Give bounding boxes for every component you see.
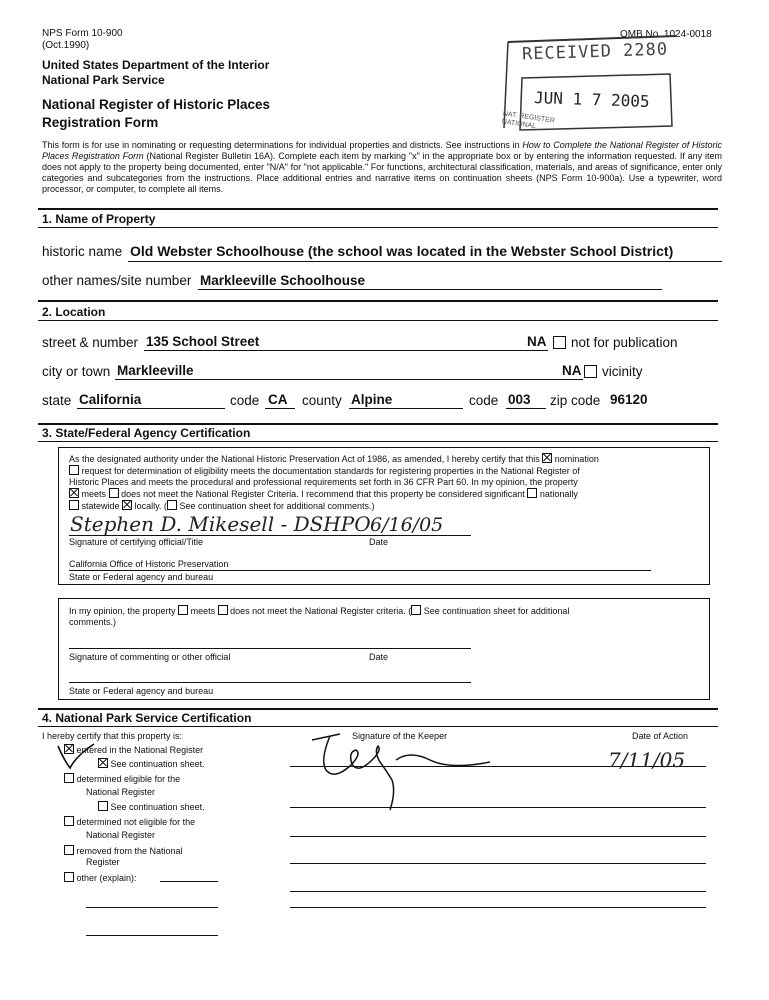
historic-name-label: historic name	[42, 244, 123, 259]
underline	[77, 408, 225, 409]
stamp-footer: NAT. REGISTER NATIONAL	[501, 110, 556, 131]
county-code-value[interactable]: 003	[508, 392, 531, 407]
request-checkbox[interactable]	[69, 465, 79, 475]
not-eligible-option: determined not eligible for the	[64, 816, 195, 828]
locally-checkbox[interactable]	[122, 500, 132, 510]
section-rule	[38, 708, 718, 710]
section-4-heading: 4. National Park Service Certification	[42, 711, 252, 725]
underline	[506, 408, 546, 409]
instructions: This form is for use in nominating or requesting determinations for individual properties and districts. See instructions in How to Complete the National Register of Historic Places Registration Form (National Register Bulletin 16A). Complete each item by marking "x" in the appropriate box or by entering the information requested. If any item does not apply to the property being documented, enter "N/A" for "not applicable." For functions, architectural classification, materials, and areas of significance, enter only categories and subcategories from the instructions. Place additional entries and narrative items on continuation sheets (NPS Form 10-900a). Use a typewriter, word processor, or computer, to complete all items.	[42, 140, 722, 194]
service: National Park Service	[42, 73, 165, 87]
state-label: state	[42, 393, 72, 408]
omb-number: OMB No. 1024-0018	[620, 29, 712, 40]
section-rule	[38, 227, 718, 228]
entered-option: entered in the National Register	[64, 744, 203, 756]
section-3-heading: 3. State/Federal Agency Certification	[42, 426, 251, 440]
underline	[290, 891, 706, 892]
keeper-signature-text	[316, 760, 324, 761]
section-rule	[38, 423, 718, 425]
opinion-text: In my opinion, the property meets does not meet the National Register criteria. ( See continuation sheet for additional comments.)	[69, 606, 570, 627]
form-title: National Register of Historic Places	[42, 97, 271, 112]
opinion-not-meet-checkbox[interactable]	[218, 605, 228, 615]
form-number: NPS Form 10-900	[42, 28, 123, 39]
certify-text: I hereby certify that this property is:	[42, 731, 183, 741]
see-continuation-1: See continuation sheet.	[98, 758, 205, 770]
date-label: Date	[369, 537, 389, 547]
underline	[160, 881, 218, 882]
stamp-received-text: RECEIVED 2280	[521, 39, 669, 65]
does-not-meet-checkbox[interactable]	[109, 488, 119, 498]
zip-value[interactable]: 96120	[610, 392, 648, 407]
other-checkbox[interactable]	[64, 872, 74, 882]
city-label: city or town	[42, 364, 111, 379]
certification-text: As the designated authority under the National Historic Preservation Act of 1986, as amended, I hereby certify that this nomination request for determination of eligibility meets the documentation standards for registering properties in the National Register of Historic Places and meets the procedural and professional requirements set forth in 36 CFR Part 60. In my opinion, the property meets does not meet the National Register Criteria. I recommend that this property be considered significant nationally statewide locally. ( See continuation sheet for additional comments.)	[69, 454, 599, 511]
not-eligible-line2: National Register	[86, 830, 156, 840]
received-stamp	[500, 28, 680, 138]
na-vicinity: NA	[562, 363, 582, 378]
street-label: street & number	[42, 335, 139, 350]
county-code-label: code	[469, 393, 499, 408]
underline	[69, 570, 651, 571]
other-names-label: other names/site number	[42, 273, 192, 288]
opinion-meets-checkbox[interactable]	[178, 605, 188, 615]
not-for-publication-label: not for publication	[571, 335, 678, 350]
form-date: (Oct.1990)	[42, 40, 90, 51]
underline	[86, 935, 218, 936]
removed-option: removed from the National	[64, 845, 183, 857]
underline	[69, 682, 471, 683]
code-label: code	[230, 393, 260, 408]
section-rule	[38, 320, 718, 321]
other-option: other (explain):	[64, 872, 137, 884]
checkmark-icon	[54, 738, 114, 774]
keeper-signature-icon	[300, 730, 500, 816]
determined-eligible-line2: National Register	[86, 787, 156, 797]
section-rule	[38, 208, 718, 210]
historic-name-value[interactable]: Old Webster Schoolhouse (the school was located in the Webster School District)	[130, 243, 674, 259]
state-value[interactable]: California	[79, 392, 142, 407]
determined-eligible-option: determined eligible for the	[64, 773, 180, 785]
agency-value[interactable]: California Office of Historic Preservation	[69, 559, 229, 569]
underline	[290, 836, 706, 837]
underline	[115, 379, 583, 380]
not-for-publication-checkbox[interactable]	[553, 336, 566, 349]
commenting-agency-label: State or Federal agency and bureau	[69, 686, 214, 696]
underline	[290, 863, 706, 864]
meets-checkbox[interactable]	[69, 488, 79, 498]
county-label: county	[302, 393, 342, 408]
underline	[290, 907, 706, 908]
certifying-signature: Stephen D. Mikesell - DSHPO	[70, 512, 371, 536]
signature-label: Signature of certifying official/Title	[69, 537, 204, 547]
see-continuation-2: See continuation sheet.	[98, 801, 205, 813]
agency-label: State or Federal agency and bureau	[69, 572, 214, 582]
section-2-heading: 2. Location	[42, 305, 106, 319]
na-not-for-publication: NA	[527, 334, 547, 349]
section-rule	[38, 441, 718, 442]
underline	[265, 408, 295, 409]
underline	[69, 535, 471, 536]
stamp-date: JUN 1 7 2005	[533, 87, 650, 112]
action-date: 7/11/05	[608, 748, 686, 772]
continuation-sheet-checkbox[interactable]	[167, 500, 177, 510]
determined-eligible-checkbox[interactable]	[64, 773, 74, 783]
nationally-checkbox[interactable]	[527, 488, 537, 498]
section-rule	[38, 726, 718, 727]
underline	[198, 289, 662, 290]
vicinity-checkbox[interactable]	[584, 365, 597, 378]
vicinity-label: vicinity	[602, 364, 643, 379]
commenting-signature-label: Signature of commenting or other official	[69, 652, 231, 662]
date-of-action-label: Date of Action	[632, 731, 689, 741]
underline	[144, 350, 548, 351]
opinion-continuation-checkbox[interactable]	[411, 605, 421, 615]
section-rule	[38, 300, 718, 302]
removed-line2: Register	[86, 857, 120, 867]
form-subtitle: Registration Form	[42, 115, 159, 130]
state-code-value[interactable]: CA	[268, 392, 288, 407]
nomination-checkbox[interactable]	[542, 453, 552, 463]
street-value[interactable]: 135 School Street	[146, 334, 260, 349]
commenting-date-label: Date	[369, 652, 389, 662]
removed-checkbox[interactable]	[64, 845, 74, 855]
see-continuation-2-checkbox[interactable]	[98, 801, 108, 811]
statewide-checkbox[interactable]	[69, 500, 79, 510]
not-eligible-checkbox[interactable]	[64, 816, 74, 826]
underline	[349, 408, 463, 409]
underline	[86, 907, 218, 908]
city-value[interactable]: Markleeville	[117, 363, 194, 378]
department: United States Department of the Interior	[42, 58, 270, 72]
other-names-value[interactable]: Markleeville Schoolhouse	[200, 273, 366, 288]
certifying-date: 6/16/05	[370, 514, 444, 536]
zip-label: zip code	[550, 393, 601, 408]
county-value[interactable]: Alpine	[351, 392, 393, 407]
underline	[69, 648, 471, 649]
keeper-label: Signature of the Keeper	[352, 731, 448, 741]
underline	[128, 261, 722, 262]
section-1-heading: 1. Name of Property	[42, 212, 156, 226]
